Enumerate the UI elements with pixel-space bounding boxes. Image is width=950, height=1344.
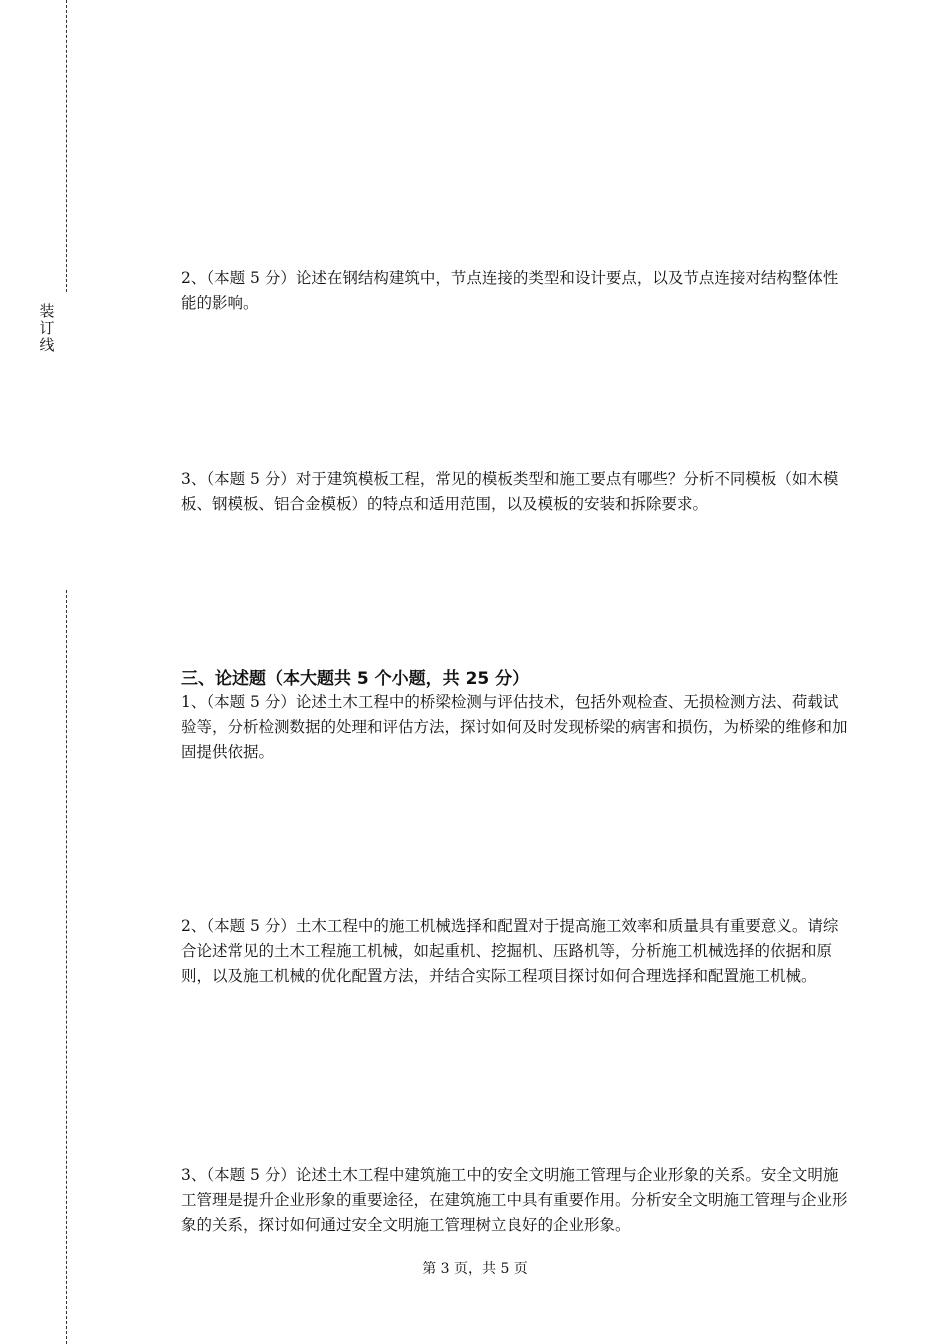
section-heading-essay: 三、论述题（本大题共 5 个小题，共 25 分）	[181, 669, 530, 689]
binding-dashed-line-top	[66, 0, 67, 292]
binding-label-char: 线	[39, 336, 55, 354]
binding-line-label	[38, 303, 56, 354]
page-number-footer: 第 3 页，共 5 页	[422, 1261, 528, 1277]
question-2-steel-joints: 2、（本题 5 分）论述在钢结构建筑中，节点连接的类型和设计要点，以及节点连接对结构整体性能的影响。	[181, 269, 839, 312]
essay-question-3-safety-management: 3、（本题 5 分）论述土木工程中建筑施工中的安全文明施工管理与企业形象的关系。安全文明施工管理是提升企业形象的重要途径，在建筑施工中具有重要作用。分析安全文明施工管理与企业形象的关系，探讨如何通过安全文明施工管理树立良好的企业形象。	[181, 1166, 848, 1234]
binding-label-char: 装	[39, 302, 55, 320]
question-3-formwork: 3、（本题 5 分）对于建筑模板工程，常见的模板类型和施工要点有哪些？分析不同模板（如木模板、钢模板、铝合金模板）的特点和适用范围，以及模板的安装和拆除要求。	[181, 470, 839, 513]
binding-dashed-line-bottom	[66, 590, 67, 1344]
essay-question-2-construction-machinery: 2、（本题 5 分）土木工程中的施工机械选择和配置对于提高施工效率和质量具有重要意义。请综合论述常见的土木工程施工机械，如起重机、挖掘机、压路机等，分析施工机械选择的依据和原则，以及施工机械的优化配置方法，并结合实际工程项目探讨如何合理选择和配置施工机械。	[181, 917, 839, 985]
binding-label-char: 订	[39, 319, 55, 337]
essay-question-1-bridge-inspection: 1、（本题 5 分）论述土木工程中的桥梁检测与评估技术，包括外观检查、无损检测方法、荷载试验等，分析检测数据的处理和评估方法，探讨如何及时发现桥梁的病害和损伤，为桥梁的维修和加固提供依据。	[181, 693, 848, 761]
